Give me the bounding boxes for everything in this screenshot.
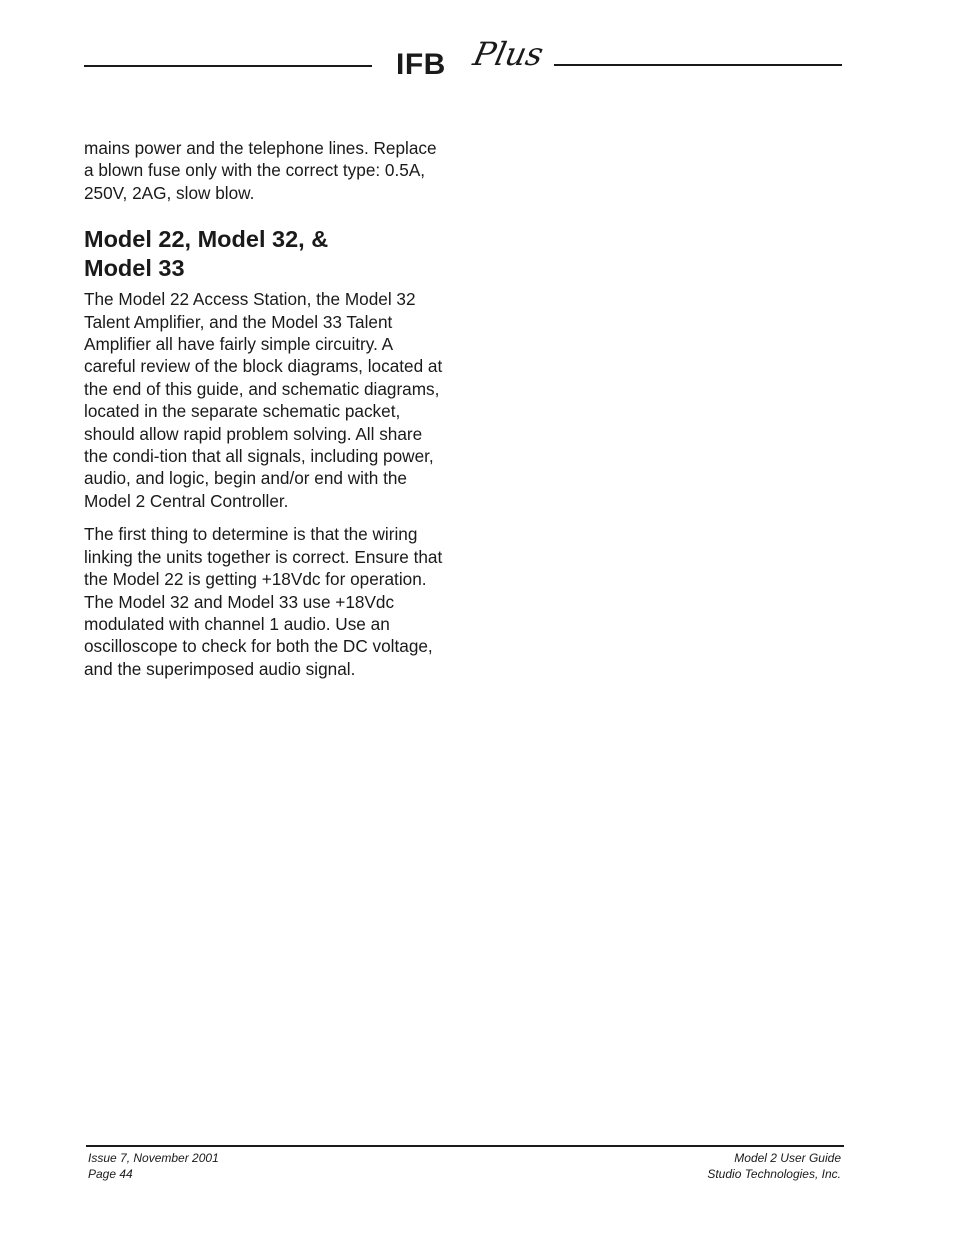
header-rule-right — [554, 64, 842, 66]
footer-page-number: Page 44 — [88, 1166, 133, 1181]
body-paragraph-1: The Model 22 Access Station, the Model 32 Talent Amplifier, and the Model 33 Talent Amplifier all have fairly simple circuitry. A careful review of the block diagrams, located at the end of this guide, and schematic diagrams, located in the separate schematic packet, should allow rapid problem solving. All share the condi-tion that all signals, including power, audio, and logic, begin and/or end with the Model 2 Central Controller. — [84, 289, 443, 511]
logo-script-text: Plus — [469, 35, 547, 73]
body-paragraph-2: The first thing to determine is that the wiring linking the units together is correct. Ensure that the Model 22 is getting +18Vdc for operation. The Model 32 and Model 33 use +18Vdc modulated with channel 1 audio. Use an oscilloscope to check for both the DC voltage, and the superimposed audio signal. — [84, 524, 443, 679]
header-rule-left — [84, 65, 372, 67]
footer-company: Studio Technologies, Inc. — [707, 1166, 841, 1181]
footer-guide-title: Model 2 User Guide — [734, 1151, 841, 1165]
main-text-column — [84, 137, 444, 691]
section-heading-line1: Model 22, Model 32, & — [84, 226, 329, 253]
footer-left — [88, 1151, 219, 1182]
section-heading — [84, 225, 444, 283]
ifb-plus-logo — [380, 35, 550, 88]
footer-issue: Issue 7, November 2001 — [88, 1151, 219, 1165]
footer-right — [707, 1151, 841, 1182]
logo-main-text: IFB — [396, 48, 446, 81]
footer-rule — [86, 1145, 844, 1147]
intro-paragraph: mains power and the telephone lines. Replace a blown fuse only with the correct type: 0.5A, 250V, 2AG, slow blow. — [84, 138, 437, 203]
section-heading-line2: Model 33 — [84, 255, 185, 282]
